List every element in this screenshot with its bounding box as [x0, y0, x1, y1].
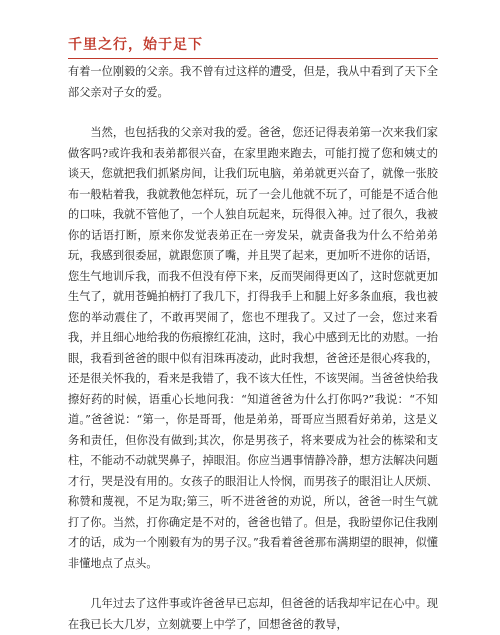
paragraph: 有着一位刚毅的父亲。我不曾有过这样的遭受，但是，我从中看到了天下全部父亲对子女的爱。 — [68, 65, 438, 99]
body-text — [68, 62, 438, 635]
paragraph: 几年过去了这件事或许爸爸早已忘却，但爸爸的话我却牢记在心中。现在我已长大几岁，立刻就要上中学了，回想爸爸的教导， — [68, 597, 438, 631]
paragraph: 当然，也包括我的父亲对我的爱。爸爸，您还记得表弟第一次来我们家做客吗?或许我和表弟都很兴奋，在家里跑来跑去，可能打搅了您和姨丈的谈天，您就把我们抓紧房间，让我们玩电脑，弟弟就更兴奋了，就像一张胶布一般粘着我，我就教他怎样玩，玩了一会儿他就不玩了，可能是不适合他的口味，我就不管他了，一个人独自玩起来，玩得很入神。过了很久，我被你的话语打断，原来你发觉表弟正在一旁发呆，就责备我为什么不给弟弟玩，我感到很委屈，就跟您顶了嘴，并且哭了起来，更加听不进你的话语，您生气地训斥我，而我不但没有停下来，反而哭闹得更凶了，这时您就更加生气了，就用苍蝇拍柄打了我几下，打得我手上和腿上好多条血痕，我也被您的举动震住了，不敢再哭闹了，您也不理我了。又过了一会，您过来看我，并且细心地给我的伤痕擦红花油，这时，我心中感到无比的劝慰。一抬眼，我看到爸爸的眼中似有泪珠再凌动，此时我想，爸爸还是很心疼我的，还是很关怀我的，看来是我错了，我不该大任性，不该哭闹。当爸爸快给我擦好药的时候，语重心长地问我：“知道爸爸为什么打你吗?”我说：“不知道。”爸爸说：“第一，你是哥哥，他是弟弟，哥哥应当照看好弟弟，这是义务和责任，但你没有做到;其次，你是男孩子，将来要成为社会的栋梁和支柱，不能动不动就哭鼻子，掉眼泪。你应当遇事情静冷静，想方法解决问题才行，哭是没有用的。女孩子的眼泪让人怜悯，而男孩子的眼泪让人厌烦、称赞和蔑视，不足为取;第三，听不进爸爸的劝说，所以，爸爸一时生气就打了你。当然，打你确定是不对的，爸爸也错了。但是，我盼望你记住我刚才的话，成为一个刚毅有为的男子汉。”我看着爸爸那布满期望的眼神，似懂非懂地点了点头。 — [68, 126, 438, 570]
header-divider — [68, 58, 438, 59]
header-title: 千里之行，始于足下 — [68, 37, 203, 53]
page-header — [68, 36, 438, 59]
